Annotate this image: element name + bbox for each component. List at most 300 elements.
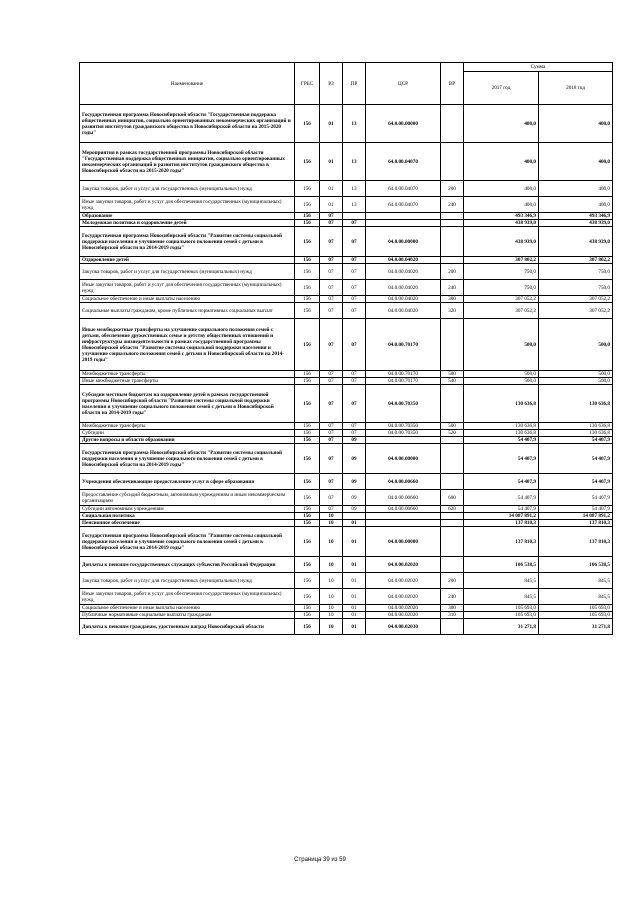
cell-csr: 04.0.00.04020 [366,257,441,264]
cell-rz: 07 [320,490,343,506]
cell-name: Доплаты к пенсиям государственных служащих субъектов Российской Федерации [80,557,295,573]
cell-2018: 400,0 [539,197,613,213]
cell-rz: 07 [320,213,343,220]
cell-pr: 07 [343,280,366,296]
cell-vr: 200 [441,573,464,589]
table-row [80,264,613,280]
cell-vr [441,227,464,257]
cell-pr: 01 [343,573,366,589]
cell-2017: 500,0 [464,371,539,378]
cell-vr: 300 [441,296,464,303]
cell-2018: 106 538,5 [539,557,613,573]
cell-rz: 01 [320,105,343,143]
cell-2017: 31 271,8 [464,619,539,635]
cell-grbs: 156 [295,589,320,605]
table-row [80,513,613,520]
cell-name: Государственная программа Новосибирской области "Государственная поддержка общественных инициатив, социально ориентированных некоммерческих организаций и развития институтов гражданского общества в Новосибирской области на 2015-2020 годы" [80,105,295,143]
cell-name: Мероприятия в рамках государственной программы Новосибирской области "Государственная поддержка общественных инициатив, социально ориентированных некоммерческих организаций и развития институтов гражданского общества в Новосибирской области на 2015-2020 годы" [80,143,295,181]
cell-grbs: 156 [295,573,320,589]
cell-csr: 04.0.00.04020 [366,264,441,280]
cell-grbs: 156 [295,257,320,264]
cell-pr [343,513,366,520]
cell-pr: 13 [343,143,366,181]
cell-pr: 07 [343,220,366,227]
cell-pr: 07 [343,264,366,280]
table-row [80,444,613,474]
cell-pr: 13 [343,105,366,143]
cell-csr: 04.0.00.02020 [366,605,441,612]
cell-2017: 54 407,9 [464,437,539,444]
cell-grbs: 156 [295,181,320,197]
cell-2018: 845,5 [539,573,613,589]
cell-2018: 137 810,3 [539,527,613,557]
table-row [80,371,613,378]
cell-2017: 14 087 891,2 [464,513,539,520]
table-row [80,527,613,557]
cell-grbs: 156 [295,296,320,303]
cell-grbs: 156 [295,143,320,181]
cell-name: Государственная программа Новосибирской области "Развитие системы социальной поддержки населения и улучшение социального положения семей с детьми в Новосибирской области на 2014-2019 годы" [80,527,295,557]
cell-2017: 500,0 [464,319,539,371]
cell-pr: 01 [343,605,366,612]
cell-2018: 31 271,8 [539,619,613,635]
table-row [80,474,613,490]
cell-csr: 04.0.00.02020 [366,612,441,619]
table-row [80,619,613,635]
cell-csr: 04.0.00.02020 [366,557,441,573]
cell-2017: 500,0 [464,378,539,385]
cell-2017: 400,0 [464,181,539,197]
cell-pr: 13 [343,197,366,213]
cell-name: Публичные нормативные социальные выплаты гражданам [80,612,295,619]
cell-2018: 307 802,2 [539,257,613,264]
table-row [80,490,613,506]
cell-vr [441,527,464,557]
cell-2018: 14 087 891,2 [539,513,613,520]
cell-name: Иные межбюджетные трансферты [80,378,295,385]
table-row [80,296,613,303]
cell-rz: 01 [320,181,343,197]
cell-csr: 04.0.00.70170 [366,378,441,385]
table-row [80,385,613,423]
cell-pr: 01 [343,557,366,573]
cell-vr: 300 [441,605,464,612]
cell-grbs: 156 [295,105,320,143]
table-row [80,213,613,220]
cell-name: Иные межбюджетные трансферты на улучшение социального положения семей с детьми, обеспечение дружественных семье и детству общественных отношений и инфраструктуры жизнедеятельности в рамках государственной программы Новосибирской области "Развитие системы социальной поддержки населения и улучшение социального положения семей с детьми в Новосибирской области на 2014-2019 годы" [80,319,295,371]
cell-2018: 500,0 [539,319,613,371]
cell-2018: 54 407,9 [539,444,613,474]
cell-pr: 07 [343,423,366,430]
cell-name: Образование [80,213,295,220]
cell-csr: 04.0.00.00660 [366,490,441,506]
cell-pr: 13 [343,181,366,197]
cell-2017: 105 693,0 [464,605,539,612]
cell-grbs: 156 [295,264,320,280]
cell-pr: 07 [343,303,366,319]
cell-2018: 750,0 [539,264,613,280]
cell-csr: 04.0.00.70350 [366,423,441,430]
cell-csr: 04.0.00.70170 [366,371,441,378]
cell-csr: 64.0.00.04070 [366,197,441,213]
cell-grbs: 156 [295,557,320,573]
header-pr: ПР [343,63,366,105]
cell-2017: 130 636,8 [464,385,539,423]
cell-csr [366,220,441,227]
cell-pr: 07 [343,371,366,378]
cell-pr: 07 [343,385,366,423]
cell-2018: 438 939,0 [539,227,613,257]
cell-vr: 320 [441,303,464,319]
cell-csr: 04.0.00.00000 [366,444,441,474]
cell-rz: 07 [320,257,343,264]
cell-rz: 10 [320,513,343,520]
header-grbs: ГРБС [295,63,320,105]
cell-vr [441,513,464,520]
cell-grbs: 156 [295,371,320,378]
cell-name: Государственная программа Новосибирской области "Развитие системы социальной поддержки населения и улучшение социального положения семей с детьми в Новосибирской области на 2014-2019 годы" [80,444,295,474]
cell-grbs: 156 [295,506,320,513]
cell-csr [366,213,441,220]
header-csr: ЦСР [366,63,441,105]
cell-pr: 01 [343,612,366,619]
table-row [80,280,613,296]
cell-2017: 307 052,2 [464,296,539,303]
cell-rz: 10 [320,619,343,635]
cell-name: Закупка товаров, работ и услуг для государственных (муниципальных) нужд [80,264,295,280]
cell-vr: 310 [441,612,464,619]
cell-grbs: 156 [295,437,320,444]
cell-pr: 01 [343,619,366,635]
cell-csr: 64.0.00.04070 [366,143,441,181]
cell-name: Межбюджетные трансферты [80,371,295,378]
cell-name: Доплаты к пенсиям гражданам, удостоенным наград Новосибирской области [80,619,295,635]
table-row [80,612,613,619]
table-body [80,105,613,635]
cell-name: Субсидии [80,430,295,437]
table-row [80,430,613,437]
cell-pr: 07 [343,296,366,303]
cell-name: Закупка товаров, работ и услуг для государственных (муниципальных) нужд [80,573,295,589]
table-row [80,506,613,513]
table-row [80,143,613,181]
cell-grbs: 156 [295,378,320,385]
cell-csr: 04.0.00.02020 [366,589,441,605]
cell-vr [441,319,464,371]
cell-csr: 04.0.00.04020 [366,280,441,296]
cell-grbs: 156 [295,612,320,619]
cell-rz: 07 [320,385,343,423]
cell-rz: 07 [320,319,343,371]
cell-name: Социальное обеспечение и иные выплаты населению [80,296,295,303]
cell-grbs: 156 [295,513,320,520]
table-row [80,520,613,527]
cell-pr: 01 [343,589,366,605]
cell-rz: 07 [320,430,343,437]
cell-vr [441,619,464,635]
cell-pr: 07 [343,378,366,385]
cell-rz: 01 [320,143,343,181]
cell-2018: 130 636,8 [539,423,613,430]
cell-rz: 07 [320,280,343,296]
cell-2018: 307 052,2 [539,296,613,303]
cell-grbs: 156 [295,520,320,527]
cell-vr [441,213,464,220]
cell-vr: 540 [441,378,464,385]
cell-name: Социальное обеспечение и иные выплаты населению [80,605,295,612]
cell-csr: 04.0.00.00000 [366,527,441,557]
table-row [80,605,613,612]
cell-pr: 09 [343,474,366,490]
cell-vr: 200 [441,264,464,280]
cell-name: Пенсионное обеспечение [80,520,295,527]
cell-2017: 137 810,3 [464,527,539,557]
cell-2017: 750,0 [464,264,539,280]
cell-rz: 07 [320,296,343,303]
cell-grbs: 156 [295,385,320,423]
cell-2018: 137 810,3 [539,520,613,527]
cell-csr: 04.0.00.70350 [366,430,441,437]
cell-pr: 09 [343,444,366,474]
cell-vr: 500 [441,371,464,378]
cell-2018: 750,0 [539,280,613,296]
cell-name: Закупка товаров, работ и услуг для государственных (муниципальных) нужд [80,181,295,197]
cell-2017: 130 636,8 [464,430,539,437]
cell-pr: 09 [343,490,366,506]
cell-vr [441,437,464,444]
table-row [80,437,613,444]
cell-2017: 106 538,5 [464,557,539,573]
cell-2018: 400,0 [539,181,613,197]
table-row [80,197,613,213]
cell-rz: 07 [320,437,343,444]
cell-2017: 137 810,3 [464,520,539,527]
cell-csr: 04.0.00.00000 [366,227,441,257]
cell-rz: 07 [320,303,343,319]
cell-2018: 307 052,2 [539,303,613,319]
cell-pr: 09 [343,506,366,513]
cell-rz: 07 [320,506,343,513]
cell-name: Социальные выплаты гражданам, кроме публичных нормативных социальных выплат [80,303,295,319]
cell-2018: 130 636,8 [539,430,613,437]
header-rz: РЗ [320,63,343,105]
cell-grbs: 156 [295,220,320,227]
cell-rz: 07 [320,474,343,490]
cell-2017: 307 802,2 [464,257,539,264]
table-row [80,220,613,227]
cell-2018: 54 407,9 [539,506,613,513]
cell-pr: 07 [343,319,366,371]
cell-rz: 07 [320,423,343,430]
cell-grbs: 156 [295,423,320,430]
cell-csr: 04.0.00.04020 [366,303,441,319]
cell-vr [441,220,464,227]
table-row [80,181,613,197]
cell-name: Оздоровление детей [80,257,295,264]
cell-csr: 04.0.00.00660 [366,506,441,513]
cell-csr [366,437,441,444]
cell-name: Государственная программа Новосибирской области "Развитие системы социальной поддержки населения и улучшение социального положения семей с детьми в Новосибирской области на 2014-2019 годы" [80,227,295,257]
cell-csr: 64.0.00.04070 [366,181,441,197]
cell-2017: 400,0 [464,197,539,213]
page-number: Страница 39 из 59 [294,857,346,863]
cell-grbs: 156 [295,474,320,490]
cell-pr: 09 [343,437,366,444]
cell-name: Субсидии местным бюджетам на оздоровление детей в рамках государственной программы Новосибирской области "Развитие системы социальной поддержки населения и улучшение социального положения семей с детьми в Новосибирской области на 2014-2019 годы" [80,385,295,423]
cell-rz: 10 [320,573,343,589]
cell-2018: 400,0 [539,143,613,181]
table-row [80,423,613,430]
cell-2017: 438 939,0 [464,220,539,227]
cell-csr [366,520,441,527]
cell-vr: 240 [441,197,464,213]
cell-name: Учреждения обеспечивающие предоставление услуг в сфере образования [80,474,295,490]
cell-name: Социальная политика [80,513,295,520]
cell-2017: 54 407,9 [464,474,539,490]
cell-vr: 600 [441,490,464,506]
cell-2018: 493 346,9 [539,213,613,220]
cell-2018: 105 693,0 [539,605,613,612]
cell-2018: 105 693,0 [539,612,613,619]
cell-grbs: 156 [295,319,320,371]
cell-2018: 500,0 [539,371,613,378]
cell-2018: 400,0 [539,105,613,143]
cell-2018: 438 939,0 [539,220,613,227]
cell-vr [441,557,464,573]
cell-vr: 240 [441,589,464,605]
cell-rz: 01 [320,197,343,213]
cell-rz: 07 [320,378,343,385]
cell-rz: 10 [320,605,343,612]
cell-pr: 07 [343,227,366,257]
header-sum: Сумма [464,63,613,72]
cell-name: Иные закупки товаров, работ и услуг для обеспечения государственных (муниципальных) нужд [80,589,295,605]
cell-name: Межбюджетные трансферты [80,423,295,430]
cell-csr: 04.0.00.70170 [366,319,441,371]
cell-rz: 07 [320,264,343,280]
cell-vr: 620 [441,506,464,513]
table-row [80,319,613,371]
cell-vr [441,143,464,181]
cell-csr: 04.0.00.02020 [366,573,441,589]
cell-grbs: 156 [295,303,320,319]
cell-grbs: 156 [295,430,320,437]
cell-csr [366,513,441,520]
cell-vr [441,444,464,474]
header-2017: 2017 год [464,72,539,105]
cell-2018: 54 407,9 [539,474,613,490]
cell-2017: 130 636,8 [464,423,539,430]
cell-rz: 10 [320,527,343,557]
table-row [80,227,613,257]
cell-name: Предоставление субсидий бюджетным, автономным учреждениям и иным некоммерческим организациям [80,490,295,506]
cell-2017: 750,0 [464,280,539,296]
cell-name: Другие вопросы в области образования [80,437,295,444]
cell-name: Иные закупки товаров, работ и услуг для обеспечения государственных (муниципальных) нужд [80,280,295,296]
cell-2018: 54 407,9 [539,437,613,444]
cell-2018: 130 636,8 [539,385,613,423]
cell-2017: 54 407,9 [464,444,539,474]
table-row [80,105,613,143]
cell-grbs: 156 [295,527,320,557]
cell-csr: 04.0.00.04020 [366,296,441,303]
cell-pr [343,213,366,220]
cell-2017: 400,0 [464,105,539,143]
cell-vr [441,385,464,423]
cell-2018: 500,0 [539,378,613,385]
cell-2017: 493 346,9 [464,213,539,220]
cell-name: Субсидии автономным учреждениям [80,506,295,513]
table-row [80,303,613,319]
cell-name: Иные закупки товаров, работ и услуг для обеспечения государственных (муниципальных) нужд [80,197,295,213]
header-vr: ВР [441,63,464,105]
cell-rz: 10 [320,589,343,605]
cell-2018: 54 407,9 [539,490,613,506]
cell-pr: 07 [343,257,366,264]
cell-grbs: 156 [295,280,320,296]
cell-vr [441,474,464,490]
cell-csr: 04.0.00.02030 [366,619,441,635]
cell-grbs: 156 [295,490,320,506]
cell-2017: 307 052,2 [464,303,539,319]
table-row [80,589,613,605]
cell-2017: 845,5 [464,589,539,605]
cell-vr [441,520,464,527]
header-2018: 2018 год [539,72,613,105]
cell-rz: 07 [320,227,343,257]
cell-2017: 438 939,0 [464,227,539,257]
cell-rz: 07 [320,444,343,474]
cell-grbs: 156 [295,227,320,257]
cell-vr: 240 [441,280,464,296]
table-row [80,573,613,589]
cell-csr: 04.0.00.00660 [366,474,441,490]
cell-2017: 54 407,9 [464,506,539,513]
cell-vr: 520 [441,430,464,437]
table-row [80,378,613,385]
budget-table [79,62,613,635]
cell-2017: 54 407,9 [464,490,539,506]
cell-csr: 64.0.00.00000 [366,105,441,143]
cell-2017: 400,0 [464,143,539,181]
cell-vr [441,257,464,264]
cell-rz: 10 [320,557,343,573]
header-name: Наименование [80,63,295,105]
cell-vr: 500 [441,423,464,430]
cell-grbs: 156 [295,605,320,612]
cell-vr: 200 [441,181,464,197]
cell-rz: 10 [320,612,343,619]
cell-2017: 105 693,0 [464,612,539,619]
cell-pr: 07 [343,430,366,437]
cell-rz: 10 [320,520,343,527]
cell-2018: 845,5 [539,589,613,605]
cell-pr: 01 [343,527,366,557]
cell-vr [441,105,464,143]
table-row [80,257,613,264]
cell-name: Молодежная политика и оздоровление детей [80,220,295,227]
table-row [80,557,613,573]
cell-grbs: 156 [295,213,320,220]
cell-rz: 07 [320,220,343,227]
cell-csr: 04.0.00.70350 [366,385,441,423]
cell-rz: 07 [320,371,343,378]
cell-2017: 845,5 [464,573,539,589]
cell-grbs: 156 [295,444,320,474]
cell-grbs: 156 [295,619,320,635]
cell-pr: 01 [343,520,366,527]
cell-grbs: 156 [295,197,320,213]
